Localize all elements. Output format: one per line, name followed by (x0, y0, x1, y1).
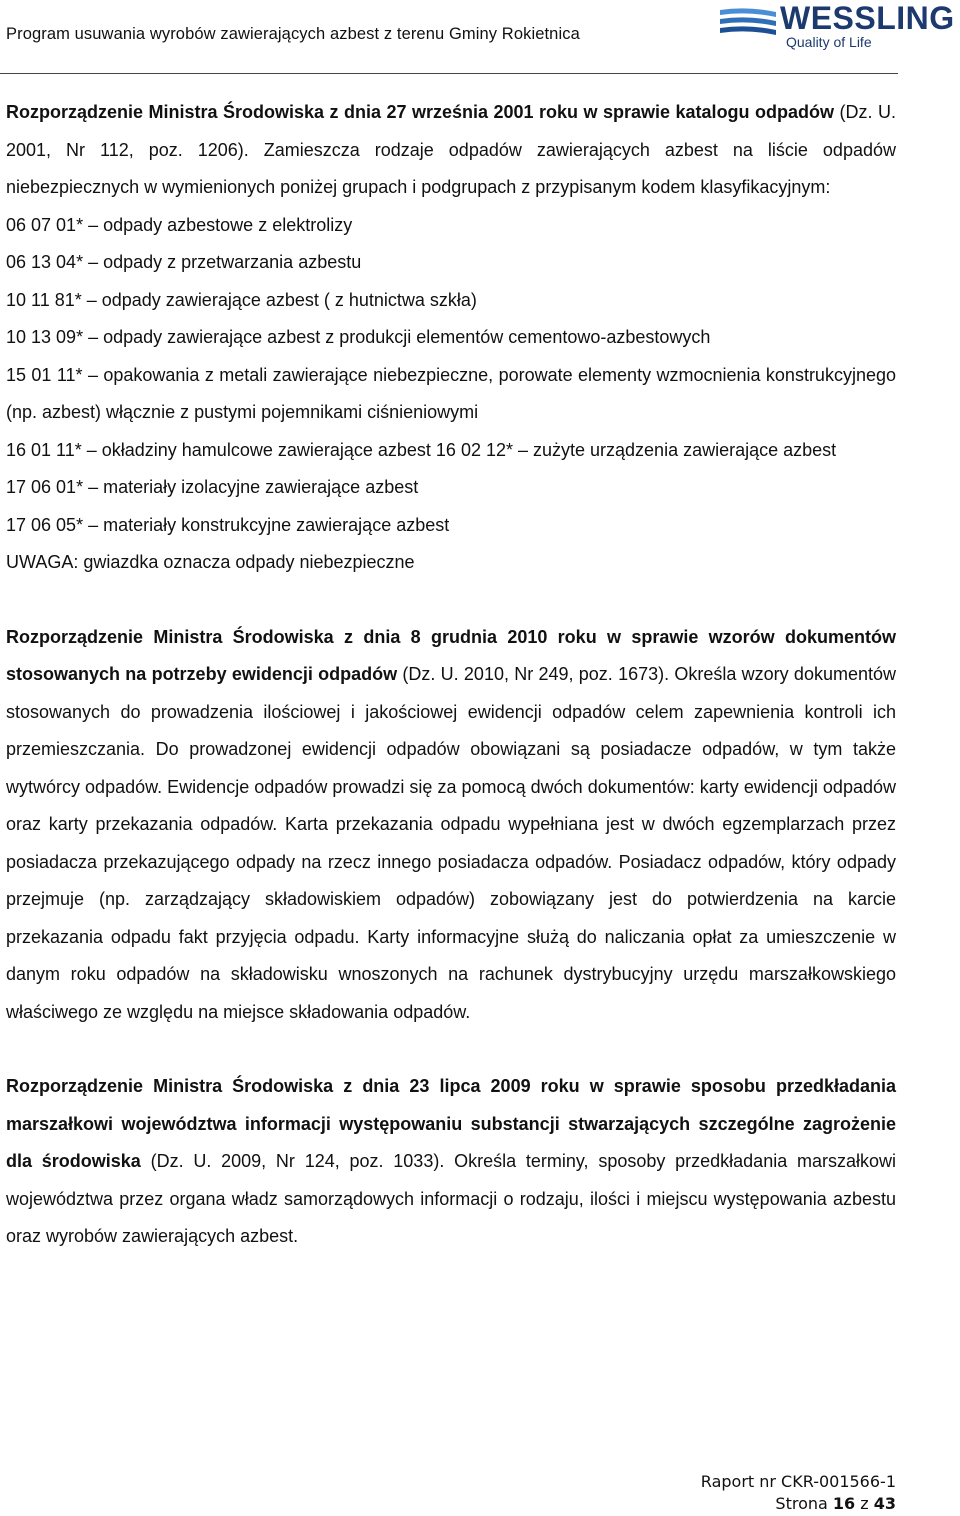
list-item: 10 11 81* – odpady zawierające azbest ( z hutnictwa szkła) (6, 289, 477, 310)
section-1-paragraph (6, 94, 896, 207)
wessling-logo (718, 2, 960, 54)
page-header (0, 0, 960, 75)
section-3-text: (Dz. U. 2009, Nr 124, poz. 1033). Określa terminy, sposoby przedkładania marszałkowi województwa przez organa władz samorządowych informacji o rodzaju, ilości i miejscu występowania azbestu oraz wyrobów zawierających azbest. (6, 1151, 896, 1246)
total-pages: 43 (873, 1494, 896, 1513)
spacer (6, 582, 896, 619)
page-body (6, 94, 896, 1256)
logo-name: WESSLING (780, 0, 955, 36)
section-2-heading: Rozporządzenie Ministra Środowiska z dnia 8 grudnia 2010 roku w sprawie wzorów dokumentów stosowanych na potrzeby ewidencji odpadów (6, 626, 896, 684)
list-item: 06 07 01* – odpady azbestowe z elektrolizy (6, 214, 353, 235)
note: UWAGA: gwiazdka oznacza odpady niebezpieczne (6, 552, 415, 572)
header-divider (0, 73, 898, 74)
section-1-heading: Rozporządzenie Ministra Środowiska z dnia 27 września 2001 roku w sprawie katalogu odpadów (6, 102, 835, 122)
list-item: 15 01 11* – opakowania z metali zawierające niebezpieczne, porowate elementy wzmocnienia konstrukcyjnego (np. azbest) włącznie z pustymi pojemnikami ciśnieniowymi (6, 364, 896, 422)
current-page: 16 (832, 1494, 856, 1513)
spacer (6, 1031, 896, 1068)
list-item: 17 06 01* – materiały izolacyjne zawierające azbest (6, 477, 419, 497)
list-item: 06 13 04* – odpady z przetwarzania azbestu (6, 252, 362, 272)
list-item: 10 13 09* – odpady zawierające azbest z produkcji elementów cementowo-azbestowych (6, 327, 711, 347)
waste-code-list (6, 207, 896, 582)
list-item: 17 06 05* – materiały konstrukcyjne zawierające azbest (6, 514, 450, 535)
section-3-paragraph (6, 1068, 896, 1256)
section-2-text: (Dz. U. 2010, Nr 249, poz. 1673). Określa wzory dokumentów stosowanych do prowadzenia ilościowej i jakościowej ewidencji odpadów celem zapewnienia kontroli ich przemieszczania. Do prowadzonej ewidencji odpadów obowiązani są posiadacze odpadów, w tym także wytwórcy odpadów. Ewidencje odpadów prowadzi się za pomocą dwóch dokumentów: karty ewidencji odpadów oraz karty przekazania odpadów. Karta przekazania odpadu wypełniana jest w dwóch egzemplarzach przez posiadacza przekazującego odpady na rzecz innego posiadacza odpadów. Posiadacz odpadów, który odpady przejmuje (np. zarządzający składowiskiem odpadów) zobowiązany jest do potwierdzenia na karcie przekazania odpadu fakt przyjęcia odpadu. Karty informacyjne służą do naliczania opłat za umieszczenie w danym roku odpadów na składowisku wnoszonych na rachunek dystrybucyjny urzędu marszałkowskiego właściwego ze względu na miejsce składowania odpadów. (6, 664, 896, 1022)
list-item: 16 01 11* – okładziny hamulcowe zawierające azbest 16 02 12* – zużyte urządzenia zawierające azbest (6, 439, 837, 460)
page-number: Strona 16 z 43 (775, 1494, 896, 1513)
logo-mark-icon (718, 6, 778, 36)
section-1-text: (Dz. U. 2001, Nr 112, poz. 1206). Zamieszcza rodzaje odpadów zawierających azbest na liście odpadów niebezpiecznych w wymienionych poniżej grupach i podgrupach z przypisanym kodem klasyfikacyjnym: (6, 102, 896, 197)
document-title: Program usuwania wyrobów zawierających azbest z terenu Gminy Rokietnica (6, 25, 580, 43)
section-3-heading: Rozporządzenie Ministra Środowiska z dnia 23 lipca 2009 roku w sprawie sposobu przedkładania marszałkowi województwa informacji występowaniu substancji stwarzających szczególne zagrożenie dla środowiska (6, 1076, 896, 1171)
logo-tagline: Quality of Life (786, 34, 872, 50)
section-2-paragraph (6, 619, 896, 1032)
report-number: Raport nr CKR-001566-1 (700, 1472, 896, 1491)
